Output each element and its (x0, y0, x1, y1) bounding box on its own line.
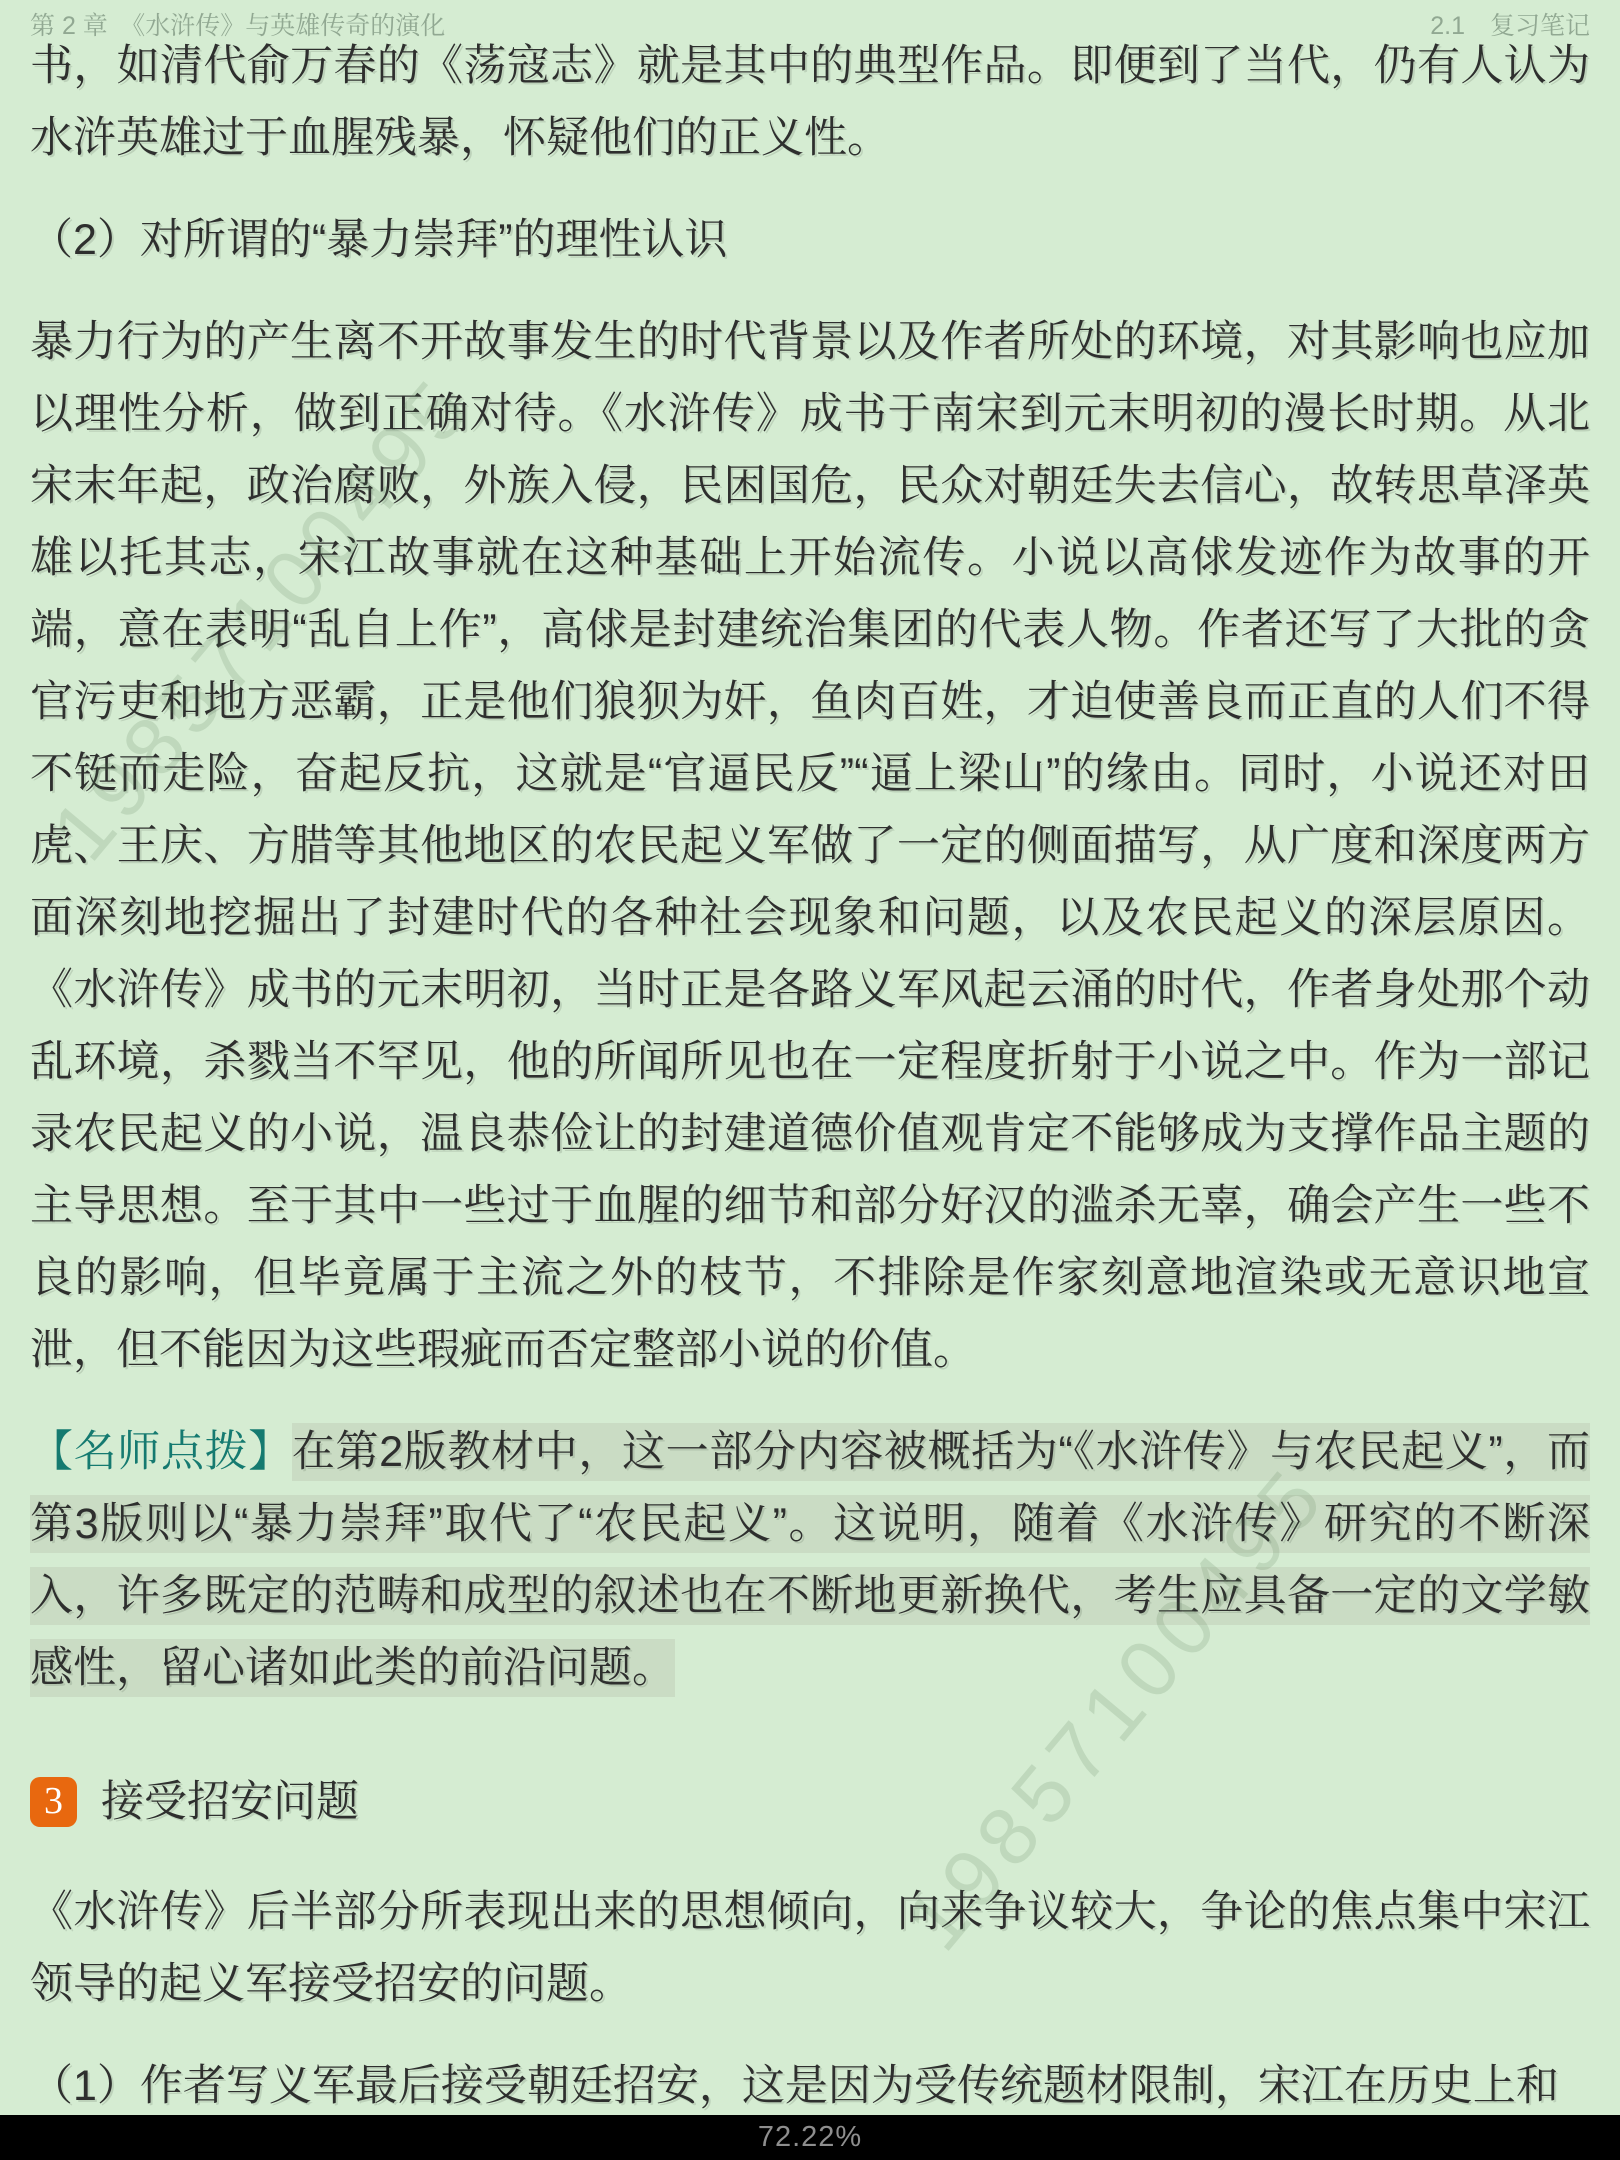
subheading-2: （2）对所谓的“暴力崇拜”的理性认识 (30, 216, 728, 264)
section-3-title: 接受招安问题 (101, 1778, 359, 1826)
reader-footer-bar[interactable] (0, 2115, 1620, 2160)
teacher-tip-label: 【名师点拨】 (30, 1428, 292, 1476)
reading-progress-percentage: 72.22% (757, 2121, 863, 2153)
watermark-text: 19857100495 (34, 358, 491, 878)
header-chapter-title: 第 2 章 《水浒传》与英雄传奇的演化 (30, 12, 446, 40)
header-section-title: 2.1 复习笔记 (1430, 12, 1590, 40)
teacher-tip-highlighted-text: 在第2版教材中，这一部分内容被概括为“《水浒传》与农民起义”，而第3版则以“暴力崇拜”取代了“农民起义”。这说明，随着《水浒传》研究的不断深入，许多既定的范畴和成型的叙述也在不断地更新换代，考生应具备一定的文学敏感性，留心诸如此类的前沿问题。 (30, 1423, 1590, 1697)
paragraph-zhaoan-point1: （1）作者写义军最后接受朝廷招安，这是因为受传统题材限制，宋江在历史上和 (30, 2062, 1559, 2110)
teacher-tip-paragraph (30, 1416, 1590, 1704)
paragraph-continuation: 书，如清代俞万春的《荡寇志》就是其中的典型作品。即便到了当代，仍有人认为水浒英雄过于血腥残暴，怀疑他们的正义性。 (30, 42, 1590, 162)
paragraph-zhaoan-intro: 《水浒传》后半部分所表现出来的思想倾向，向来争议较大，争论的焦点集中宋江领导的起义军接受招安的问题。 (30, 1888, 1590, 2008)
page-content (30, 30, 1590, 2152)
watermark-text: 19857100495 (888, 1448, 1345, 1968)
paragraph-violence-analysis: 暴力行为的产生离不开故事发生的时代背景以及作者所处的环境，对其影响也应加以理性分析，做到正确对待。《水浒传》成书于南宋到元末明初的漫长时期。从北宋末年起，政治腐败，外族入侵，民困国危，民众对朝廷失去信心，故转思草泽英雄以托其志，宋江故事就在这种基础上开始流传。小说以高俅发迹作为故事的开端，意在表明“乱自上作”，高俅是封建统治集团的代表人物。作者还写了大批的贪官污吏和地方恶霸，正是他们狼狈为奸，鱼肉百姓，才迫使善良而正直的人们不得不铤而走险，奋起反抗，这就是“官逼民反”“逼上梁山”的缘由。同时，小说还对田虎、王庆、方腊等其他地区的农民起义军做了一定的侧面描写，从广度和深度两方面深刻地挖掘出了封建时代的各种社会现象和问题，以及农民起义的深层原因。《水浒传》成书的元末明初，当时正是各路义军风起云涌的时代，作者身处那个动乱环境，杀戮当不罕见，他的所闻所见也在一定程度折射于小说之中。作为一部记录农民起义的小说，温良恭俭让的封建道德价值观肯定不能够成为支撑作品主题的主导思想。至于其中一些过于血腥的细节和部分好汉的滥杀无辜，确会产生一些不良的影响，但毕竟属于主流之外的枝节，不排除是作家刻意地渲染或无意识地宣泄，但不能因为这些瑕疵而否定整部小说的价值。 (30, 318, 1590, 1374)
section-number-badge: 3 (30, 1777, 77, 1827)
section-3-heading (30, 1766, 1590, 1838)
